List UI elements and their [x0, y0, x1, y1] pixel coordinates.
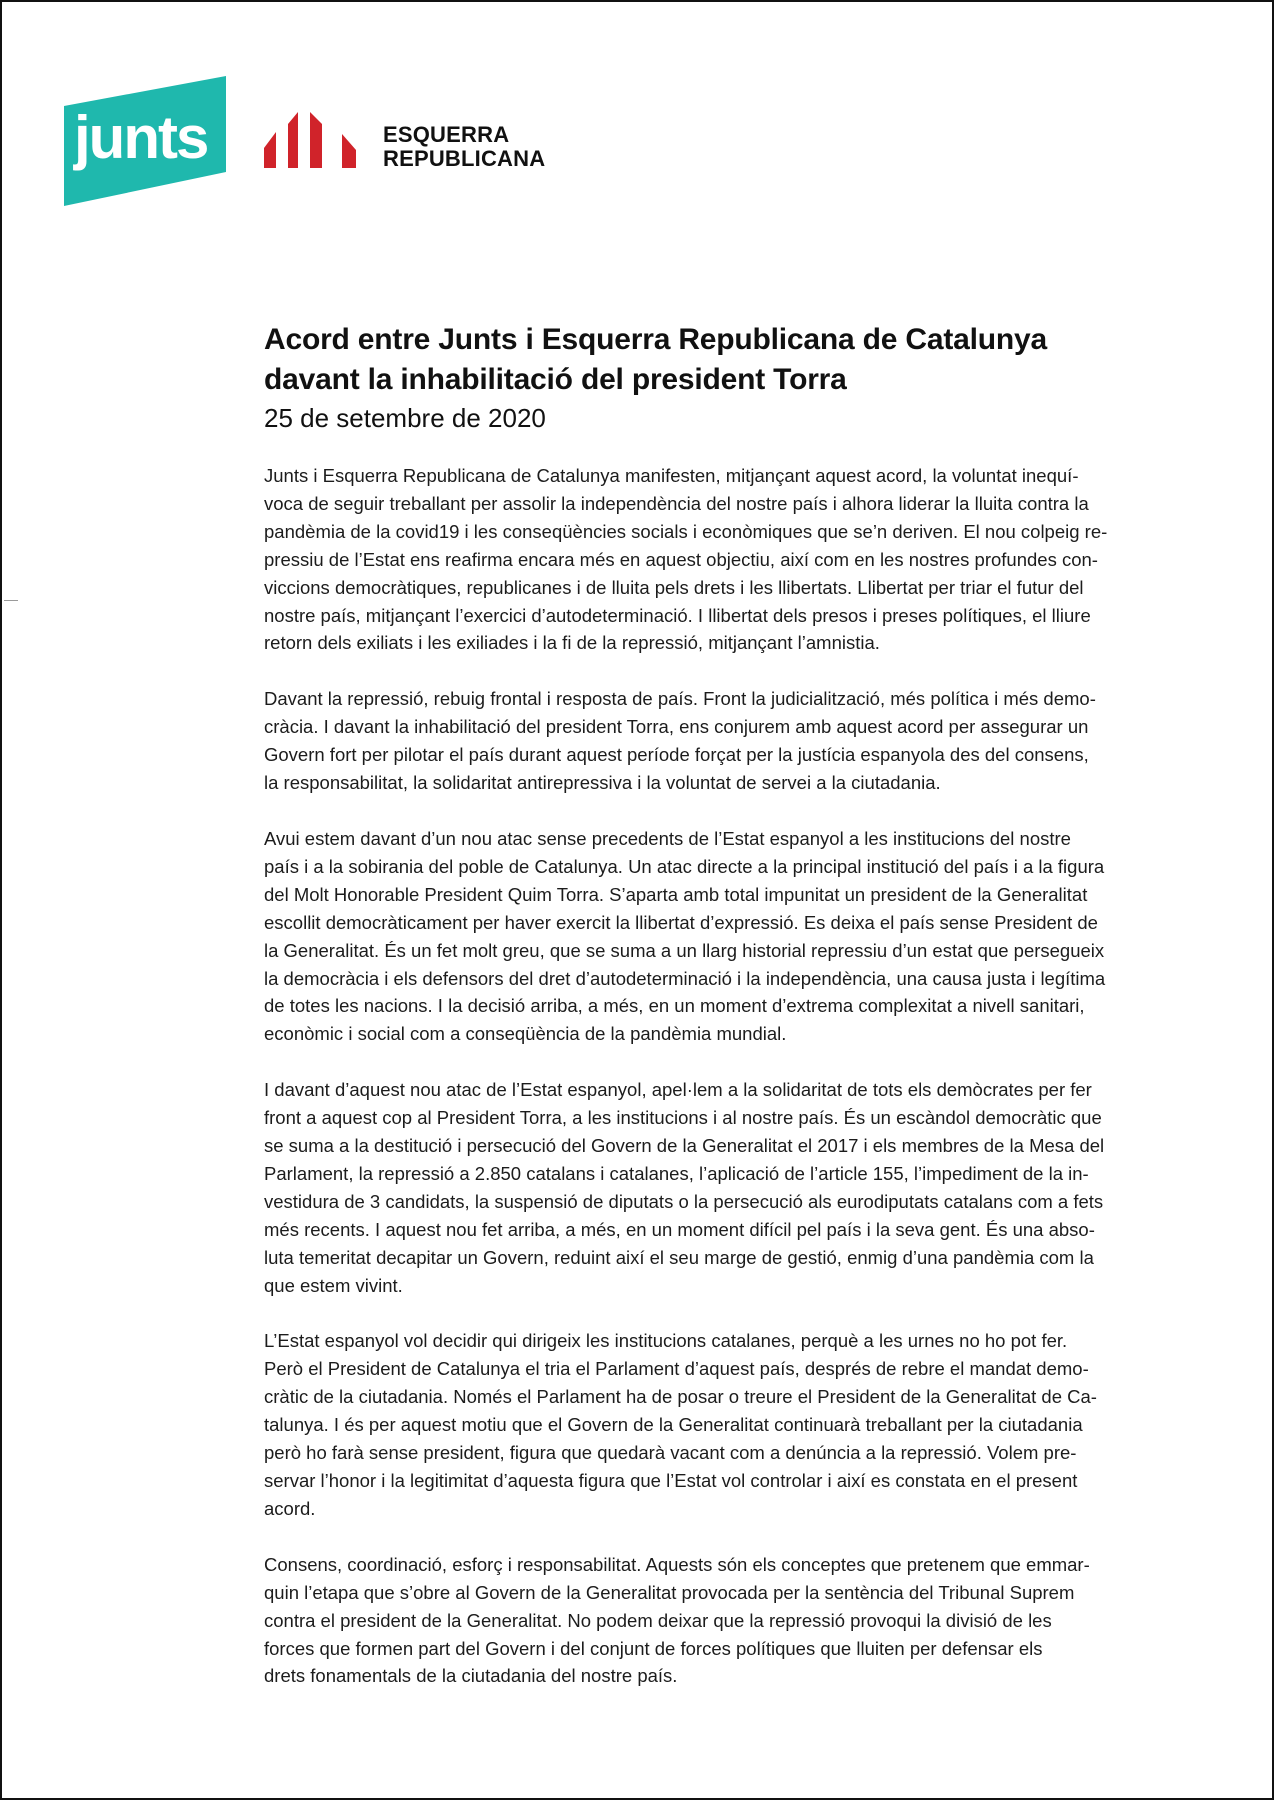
paragraph-line: retorn dels exiliats i les exiliades i la fi de la repressió, mitjançant l’amnistia. [264, 632, 880, 654]
body-paragraph [264, 462, 1176, 657]
paragraph-line: viccions democràtiques, republicanes i de lluita pels drets i les llibertats. Llibertat per triar el futur del [264, 576, 1084, 598]
erc-wordmark-line-2: REPUBLICANA [383, 146, 546, 171]
paragraph-line: voca de seguir treballant per assolir la independència del nostre país i alhora liderar la lluita contra la [264, 492, 1089, 514]
paragraph-line: acord. [264, 1497, 316, 1519]
paragraph-line: I davant d’aquest nou atac de l’Estat espanyol, apel·lem a la solidaritat de tots els demòcrates per fer [264, 1079, 1092, 1101]
paragraph-line: Avui estem davant d’un nou atac sense precedents de l’Estat espanyol a les institucions del nostre [264, 827, 1071, 849]
paragraph-line: cràcia. I davant la inhabilitació del president Torra, ens conjurem amb aquest acord per assegurar un [264, 716, 1089, 738]
erc-wordmark-line-1: ESQUERRA [383, 122, 510, 147]
paragraph-line: front a aquest cop al President Torra, a les institucions i al nostre país. És un escàndol democràtic que [264, 1107, 1102, 1129]
paragraph-line: vestidura de 3 candidats, la suspensió de diputats o la persecució als eurodiputats catalans com a fets [264, 1190, 1104, 1212]
paragraph-line: que estem vivint. [264, 1274, 403, 1296]
paragraph-line: escollit democràticament per haver exercit la llibertat d’expressió. Es deixa el país sense President de [264, 911, 1098, 933]
paragraph-line: drets fonamentals de la ciutadania del nostre país. [264, 1665, 678, 1687]
paragraph-line: Parlament, la repressió a 2.850 catalans i catalanes, l’aplicació de l’article 155, l’impediment de la in- [264, 1162, 1089, 1184]
junts-logo-wordmark: junts [74, 104, 208, 171]
paragraph-line: més recents. I aquest nou fet arriba, a més, en un moment difícil pel país i la seva gent. És una abso- [264, 1218, 1095, 1240]
margin-tick-mark [4, 600, 18, 601]
body-paragraph [264, 825, 1176, 1048]
esquerra-republicana-logo-mark [264, 112, 360, 168]
paragraph-line: Però el President de Catalunya el tria el Parlament d’aquest país, després de rebre el mandat demo- [264, 1358, 1089, 1380]
body-paragraph [264, 1076, 1176, 1299]
paragraph-line: Govern fort per pilotar el país durant aquest període forçat per la justícia espanyola des del consens, [264, 744, 1089, 766]
paragraph-line: contra el president de la Generalitat. No podem deixar que la repressió provoqui la divisió de les [264, 1609, 1052, 1631]
paragraph-line: pandèmia de la covid19 i les conseqüències socials i econòmiques que se’n deriven. El nou colpeig re- [264, 520, 1108, 542]
document-content [264, 320, 1176, 1718]
paragraph-line: forces que formen part del Govern i del conjunt de forces polítiques que lluiten per defensar els [264, 1637, 1043, 1659]
body-paragraph [264, 1327, 1176, 1522]
document-body [264, 462, 1176, 1690]
paragraph-line: la responsabilitat, la solidaritat antirepressiva i la voluntat de servei a la ciutadania. [264, 772, 941, 794]
paragraph-line: quin l’etapa que s’obre al Govern de la Generalitat provocada per la sentència del Tribunal Suprem [264, 1581, 1075, 1603]
paragraph-line: Junts i Esquerra Republicana de Catalunya manifesten, mitjançant aquest acord, la voluntat inequí- [264, 465, 1079, 486]
paragraph-line: servar l’honor i la legitimitat d’aquesta figura que l’Estat vol controlar i així es constata en el present [264, 1470, 1078, 1491]
paragraph-line: però ho farà sense president, figura que quedarà vacant com a denúncia a la repressió. Volem pre- [264, 1442, 1077, 1464]
paragraph-line: pressiu de l’Estat ens reafirma encara més en aquest objectiu, així com en les nostres profundes con- [264, 548, 1098, 570]
paragraph-line: país i a la sobirania del poble de Catalunya. Un atac directe a la principal institució del país i a la figura [264, 855, 1105, 877]
body-paragraph [264, 685, 1176, 797]
paragraph-line: Davant la repressió, rebuig frontal i resposta de país. Front la judicialització, més política i més demo- [264, 688, 1096, 710]
document-date: 25 de setembre de 2020 [264, 403, 546, 433]
paragraph-line: del Molt Honorable President Quim Torra. S’aparta amb total impunitat un president de la Generalitat [264, 883, 1088, 905]
paragraph-line: de totes les nacions. I la decisió arriba, a més, en un moment d’extrema complexitat a nivell sanitari, [264, 995, 1085, 1017]
paragraph-line: cràtic de la ciutadania. Només el Parlament ha de posar o treure el President de la Generalitat de Ca- [264, 1386, 1097, 1408]
esquerra-republicana-logo-wordmark [383, 123, 545, 171]
paragraph-line: la Generalitat. És un fet molt greu, que se suma a un llarg historial repressiu d’un estat que persegueix [264, 939, 1105, 961]
body-paragraph [264, 1551, 1176, 1691]
paragraph-line: talunya. I és per aquest motiu que el Govern de la Generalitat continuarà treballant per la ciutadania [264, 1414, 1083, 1436]
junts-logo [64, 76, 230, 208]
paragraph-line: econòmic i social com a conseqüència de la pandèmia mundial. [264, 1023, 787, 1045]
paragraph-line: L’Estat espanyol vol decidir qui dirigeix les institucions catalanes, perquè a les urnes no ho pot fer. [264, 1330, 1068, 1352]
paragraph-line: nostre país, mitjançant l’exercici d’autodeterminació. I llibertat dels presos i preses polítiques, el lliure [264, 604, 1091, 626]
title-line: Acord entre Junts i Esquerra Republicana de Catalunya [264, 323, 1047, 356]
paragraph-line: luta temeritat decapitar un Govern, reduint així el seu marge de gestió, enmig d’una pandèmia com la [264, 1246, 1094, 1268]
paragraph-line: Consens, coordinació, esforç i responsabilitat. Aquests són els conceptes que pretenem que emmar- [264, 1553, 1090, 1575]
title-line: davant la inhabilitació del president Torra [264, 363, 847, 396]
document-title [264, 320, 1176, 400]
paragraph-line: se suma a la destitució i persecució del Govern de la Generalitat el 2017 i els membres de la Mesa del [264, 1135, 1105, 1157]
paragraph-line: la democràcia i els defensors del dret d’autodeterminació i la independència, una causa justa i legítima [264, 967, 1106, 989]
